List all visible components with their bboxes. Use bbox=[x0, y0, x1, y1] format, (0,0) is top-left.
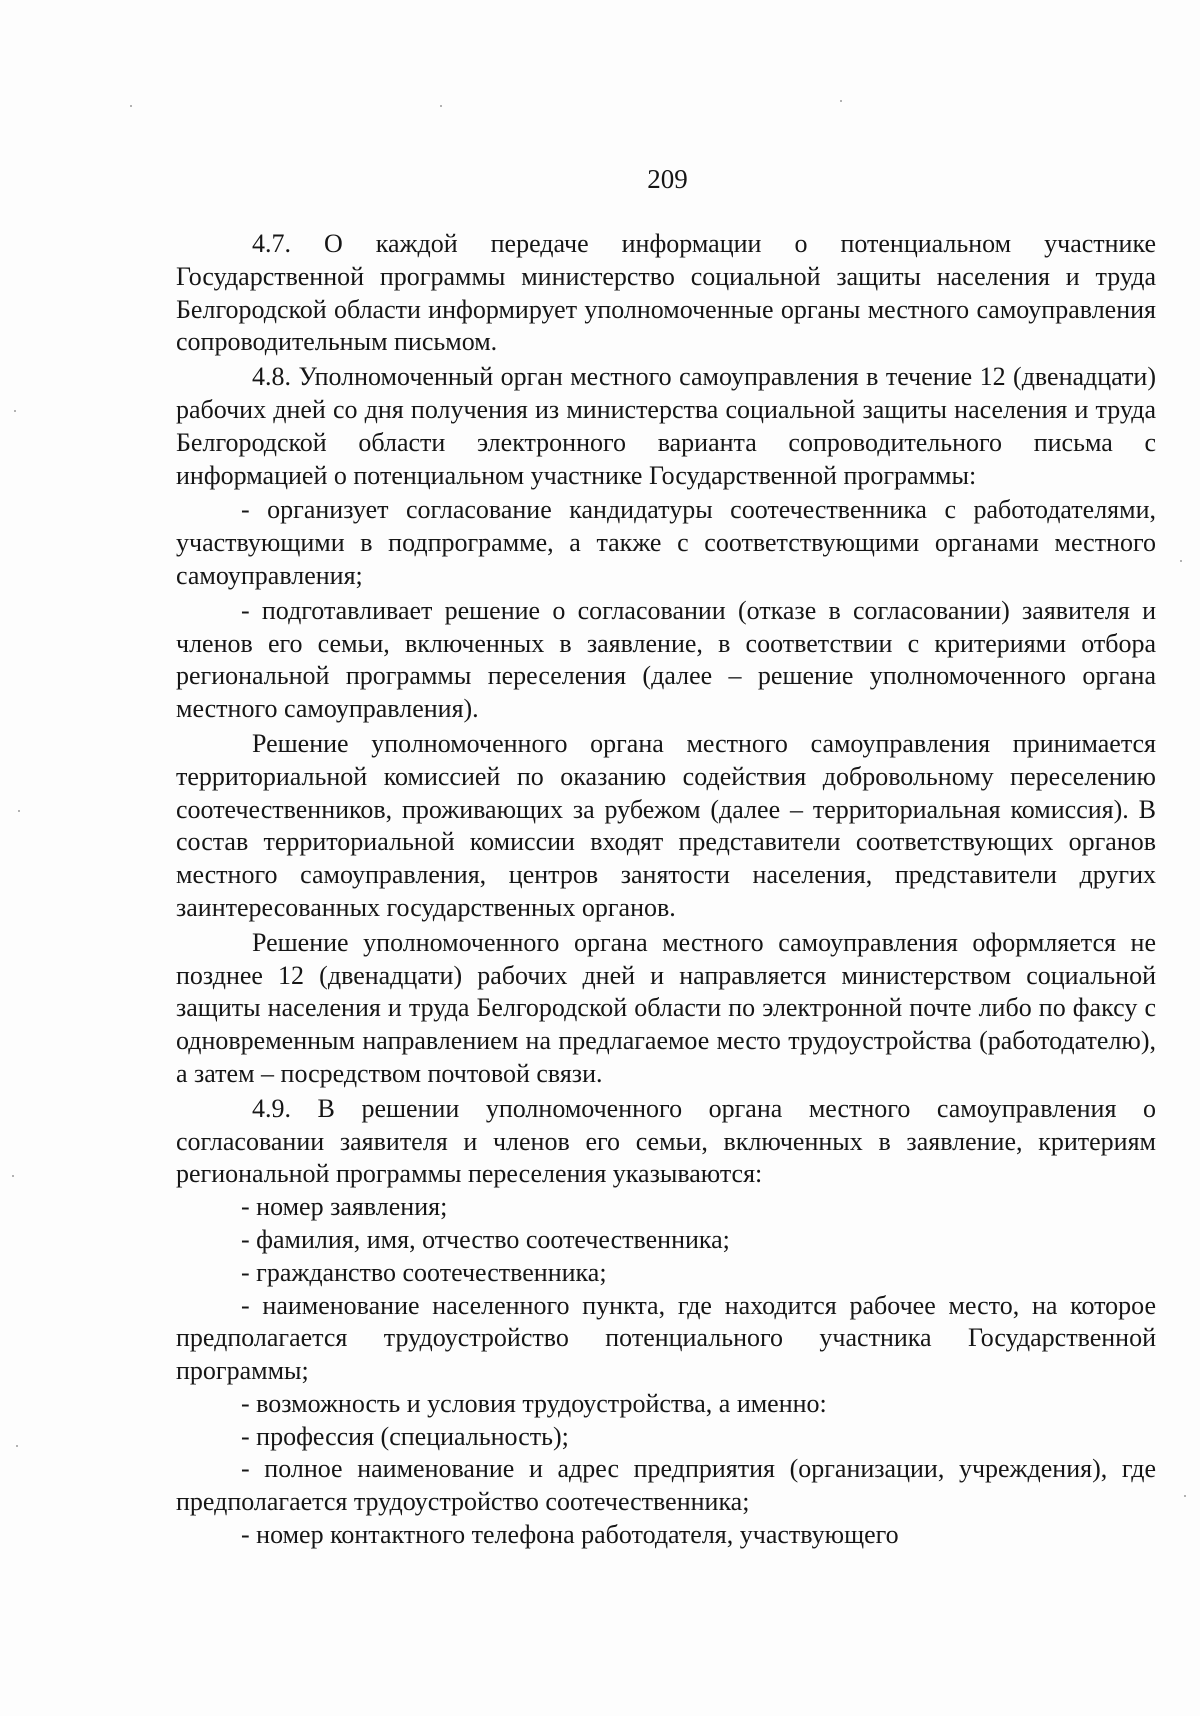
scan-speck bbox=[840, 100, 842, 102]
scan-speck bbox=[14, 410, 16, 412]
scan-speck bbox=[1184, 1495, 1186, 1497]
list-item-employment-conditions: - возможность и условия трудоустройства, а именно: bbox=[241, 1388, 827, 1418]
page-number: 209 bbox=[647, 164, 688, 194]
list-item-citizenship: - гражданство соотечественника; bbox=[241, 1257, 607, 1287]
paragraph-4-9: 4.9. В решении уполномоченного органа местного самоуправления о согласовании заявителя и членов его семьи, включенных в заявление, критериям региональной программы переселения указываются: bbox=[176, 1093, 1156, 1189]
list-item-organizes: - организует согласование кандидатуры соотечественника с работодателями, участвующими в подпрограмме, а также с соответствующими органами местного самоуправления; bbox=[176, 495, 1156, 590]
list-item-phone: - номер контактного телефона работодателя, участвующего bbox=[241, 1520, 899, 1550]
list-item-enterprise: - полное наименование и адрес предприятия (организации, учреждения), где предполагается трудоустройство соотечественника; bbox=[176, 1454, 1156, 1517]
paragraph-4-8: 4.8. Уполномоченный орган местного самоуправления в течение 12 (двенадцати) рабочих дней со дня получения из министерства социальной защиты населения и труда Белгородской области электронного варианта сопроводительного письма с информацией о потенциальном участнике Государственной программы: bbox=[176, 362, 1156, 490]
scan-speck bbox=[12, 1175, 14, 1177]
scan-speck bbox=[130, 105, 132, 107]
scan-speck bbox=[1180, 560, 1182, 562]
list-item-settlement: - наименование населенного пункта, где находится рабочее место, на которое предполагается трудоустройство потенциального участника Государственной программы; bbox=[176, 1290, 1156, 1386]
paragraph-decision-format: Решение уполномоченного органа местного самоуправления оформляется не позднее 12 (двенадцати) рабочих дней и направляется министерством социальной защиты населения и труда Белгородской области по электронной почте либо по факсу с одновременным направлением на предлагаемое место трудоустройства (работодателю), а затем – посредством почтовой связи. bbox=[176, 927, 1156, 1088]
list-item-profession: - профессия (специальность); bbox=[241, 1421, 569, 1451]
document-body bbox=[176, 226, 1156, 1552]
list-item-prepares-decision: - подготавливает решение о согласовании (отказе в согласовании) заявителя и членов его семьи, включенных в заявление, в соответствии с критериями отбора региональной программы переселения (далее – решение уполномоченного органа местного самоуправления). bbox=[176, 595, 1156, 724]
scan-speck bbox=[16, 1445, 18, 1447]
scan-speck bbox=[18, 810, 20, 812]
list-item-application-number: - номер заявления; bbox=[241, 1192, 448, 1222]
paragraph-4-7: 4.7. О каждой передаче информации о потенциальном участнике Государственной программы министерство социальной защиты населения и труда Белгородской области информирует уполномоченные органы местного самоуправления сопроводительным письмом. bbox=[176, 229, 1156, 357]
paragraph-commission-decision: Решение уполномоченного органа местного самоуправления принимается территориальной комиссией по оказанию содействия добровольному переселению соотечественников, проживающих за рубежом (далее – территориальная комиссия). В состав территориальной комиссии входят представители соответствующих органов местного самоуправления, центров занятости населения, представители других заинтересованных государственных органов. bbox=[176, 728, 1156, 922]
list-item-full-name: - фамилия, имя, отчество соотечественника; bbox=[241, 1224, 730, 1254]
scan-speck bbox=[440, 105, 442, 107]
